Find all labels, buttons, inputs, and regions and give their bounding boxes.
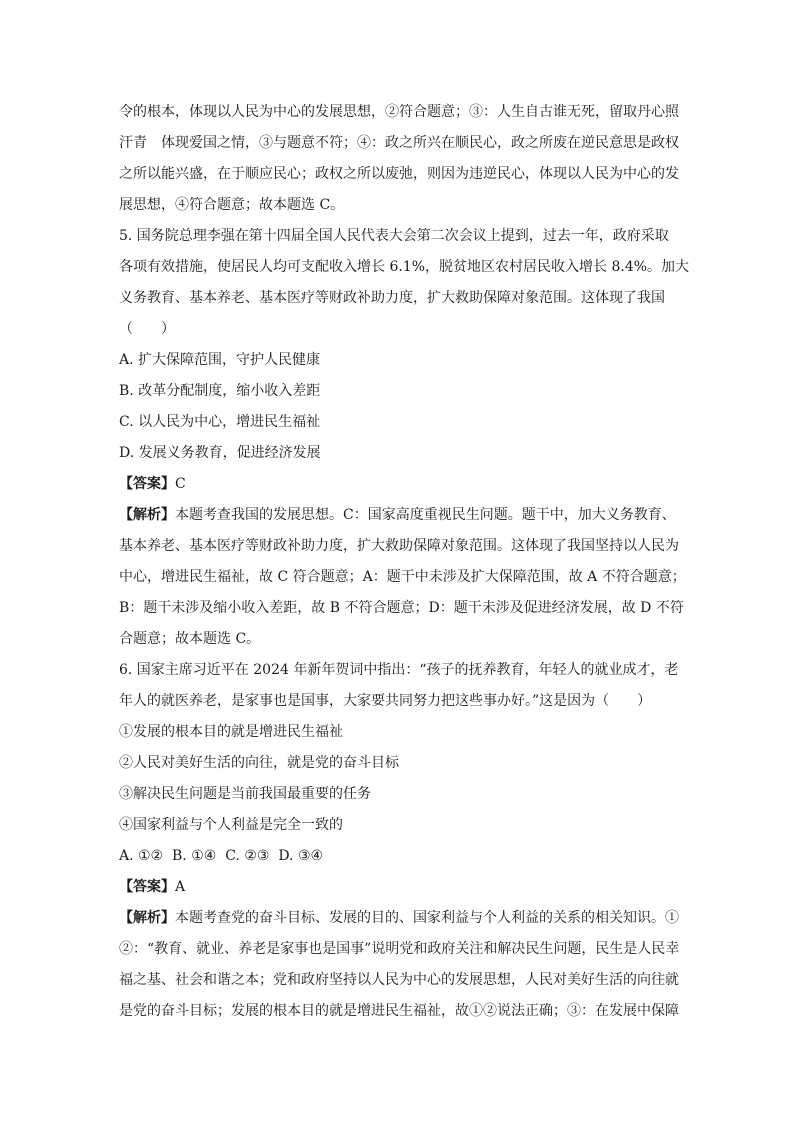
question-stem-line: （ ）	[119, 321, 175, 337]
analysis-tag: 【解析】	[119, 507, 175, 523]
question-5	[119, 221, 690, 655]
statement-4: ④国家利益与个人利益是完全一致的	[119, 817, 343, 833]
option-d: D. 发展义务教育，促进经济发展	[119, 445, 321, 461]
text-line: 汗青 体现爱国之情，③与题意不符；④：政之所兴在顺民心，政之所废在逆民意思是政权	[119, 135, 679, 151]
text-line: 令的根本，体现以人民为中心的发展思想，②符合题意；③：人生自古谁无死，留取丹心照	[119, 104, 679, 120]
statement-2: ②人民对美好生活的向往，就是党的奋斗目标	[119, 755, 399, 771]
text-line: 之所以能兴盛，在于顺应民心；政权之所以废弛，则因为违逆民心，体现以人民为中心的发	[119, 166, 679, 182]
question-stem-line: 5. 国务院总理李强在第十四届全国人民代表大会第二次会议上提到，过去一年，政府采取	[119, 228, 669, 244]
question-stem-line: 义务教育、基本养老、基本医疗等财政补助力度，扩大救助保障对象范围。这体现了我国	[119, 290, 665, 306]
analysis-line: 福之基、社会和谐之本；党和政府坚持以人民为中心的发展思想，人民对美好生活的向往就	[119, 972, 679, 988]
document-body	[119, 97, 690, 1027]
text-line: 展思想，④符合题意；故本题选 C。	[119, 197, 345, 213]
statement-1: ①发展的根本目的就是增进民生福祉	[119, 724, 343, 740]
answer-value: C	[175, 476, 186, 492]
answer-line	[119, 872, 679, 903]
analysis-tag: 【解析】	[119, 910, 175, 926]
analysis-line: 合题意；故本题选 C。	[119, 631, 261, 647]
option-c: C. 以人民为中心，增进民生福祉	[119, 414, 321, 430]
question-stem-line: 各项有效措施，使居民人均可支配收入增长 6.1%，脱贫地区农村居民收入增长 8.4%。加大	[119, 259, 690, 275]
analysis-line: 是党的奋斗目标；发展的根本目的就是增进民生福祉，故①②说法正确；③：在发展中保障	[119, 1003, 679, 1019]
analysis-text: 本题考查党的奋斗目标、发展的目的、国家利益与个人利益的关系的相关知识。①	[175, 910, 679, 926]
answer-line	[119, 469, 679, 500]
analysis-line: 中心，增进民生福祉，故 C 符合题意；A：题干中未涉及扩大保障范围，故 A 不符合题意；	[119, 569, 686, 585]
analysis-text: 本题考查我国的发展思想。C：国家高度重视民生问题。题干中，加大义务教育、	[175, 507, 676, 523]
answer-tag: 【答案】	[119, 879, 175, 895]
answer-tag: 【答案】	[119, 476, 175, 492]
option-b: B. 改革分配制度，缩小收入差距	[119, 383, 321, 399]
analysis-line	[119, 903, 679, 934]
analysis-line	[119, 500, 679, 531]
question-6	[119, 655, 679, 1027]
analysis-line: ②：“教育、就业、养老是家事也是国事”说明党和政府关注和解决民生问题，民生是人民幸	[119, 941, 680, 957]
analysis-line: B：题干未涉及缩小收入差距，故 B 不符合题意；D：题干未涉及促进经济发展，故 D 不符	[119, 600, 684, 616]
answer-choices: A. ①② B. ①④ C. ②③ D. ③④	[119, 848, 324, 864]
option-a: A. 扩大保障范围，守护人民健康	[119, 352, 321, 368]
question-stem-line: 6. 国家主席习近平在 2024 年新年贺词中指出：“孩子的抚养教育，年轻人的就业成才，老	[119, 662, 679, 678]
answer-value: A	[175, 879, 186, 895]
analysis-line: 基本养老、基本医疗等财政补助力度，扩大救助保障对象范围。这体现了我国坚持以人民为	[119, 538, 679, 554]
statement-3: ③解决民生问题是当前我国最重要的任务	[119, 786, 371, 802]
previous-analysis-continuation	[119, 97, 679, 221]
question-stem-line: 年人的就医养老，是家事也是国事，大家要共同努力把这些事办好。”这是因为（ ）	[119, 693, 652, 709]
